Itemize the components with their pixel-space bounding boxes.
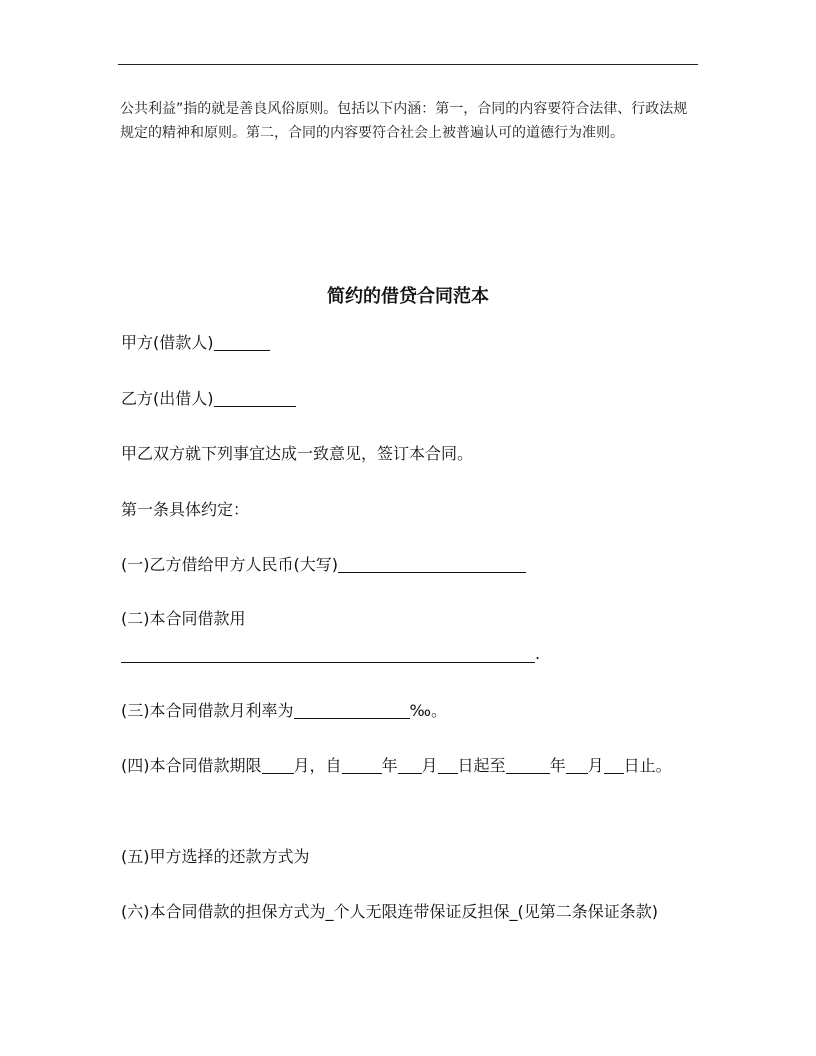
article-1-heading: 第一条具体约定： (121, 500, 250, 519)
item-4-text-months: 月，自 (293, 756, 342, 775)
item-4-line (121, 748, 696, 784)
header-rule (118, 64, 698, 65)
item-4-text-end: 日止。 (623, 756, 672, 775)
party-b-blank[interactable] (214, 388, 296, 407)
item-4-text-year: 年 (381, 756, 398, 775)
item-4-text-end-year: 年 (549, 756, 566, 775)
party-a-line (121, 328, 701, 358)
item-1-label: (一)乙方借给甲方人民币(大写) (121, 555, 338, 574)
intro-text: 公共利益”指的就是善良风俗原则。包括以下内涵：第一，合同的内容要符合法律、行政法规规定的精神和原则。第二，合同的内容要符合社会上被普遍认可的道德行为准则。 (120, 101, 688, 141)
purpose-blank[interactable] (121, 662, 535, 663)
item-6-line: (六)本合同借款的担保方式为_个人无限连带保证反担保_(见第二条保证条款) (121, 902, 658, 921)
start-month-blank[interactable] (398, 755, 422, 774)
item-4-text-end-month: 月 (587, 756, 604, 775)
amount-blank[interactable] (338, 554, 526, 573)
document-title: 简约的借贷合同范本 (327, 286, 489, 307)
item-3-label: (三)本合同借款月利率为 (121, 701, 294, 720)
item-1-line (121, 550, 701, 580)
party-a-label: 甲方(借款人) (121, 333, 214, 352)
term-months-blank[interactable] (262, 755, 294, 774)
item-3-line (121, 696, 701, 726)
start-year-blank[interactable] (342, 755, 382, 774)
party-a-blank[interactable] (214, 332, 270, 351)
intro-paragraph (120, 97, 700, 145)
item-5-line: (五)甲方选择的还款方式为 (121, 847, 310, 866)
start-day-blank[interactable] (438, 755, 458, 774)
party-b-label: 乙方(出借人) (121, 389, 214, 408)
end-day-blank[interactable] (604, 755, 624, 774)
agreement-line: 甲乙双方就下列事宜达成一致意见，签订本合同。 (121, 444, 474, 463)
end-year-blank[interactable] (506, 755, 550, 774)
party-b-line (121, 384, 701, 414)
item-2-line: (二)本合同借款用 (121, 609, 246, 628)
item-4-label: (四)本合同借款期限 (121, 756, 262, 775)
item-4-text-until: 日起至 (457, 756, 506, 775)
end-month-blank[interactable] (566, 755, 588, 774)
item-4-text-month: 月 (421, 756, 438, 775)
item-3-suffix: ‰。 (409, 701, 447, 720)
interest-rate-blank[interactable] (294, 700, 410, 719)
purpose-end: . (535, 644, 541, 663)
